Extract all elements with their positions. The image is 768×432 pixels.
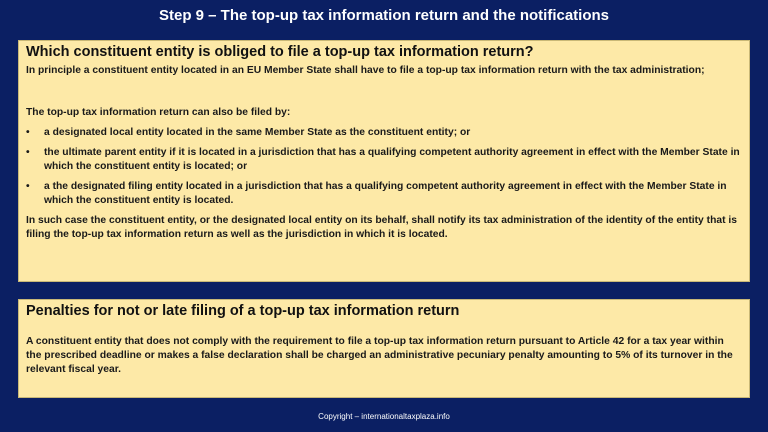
list-item bbox=[26, 126, 741, 140]
penalties-body: A constituent entity that does not comply with the requirement to file a top-up tax information return pursuant to Article 42 for a tax year within the prescribed deadline or makes a false declaration shall be charged an administrative pecuniary penalty amounting to 5% of its turnover in the relevant fiscal year. bbox=[26, 336, 733, 375]
bullet-icon: • bbox=[26, 147, 30, 158]
list-item-text: a the designated filing entity located in a jurisdiction that has a qualifying competent authority agreement in effect with the Member State in which the constituent entity is located. bbox=[44, 181, 727, 206]
obligation-section bbox=[18, 40, 750, 282]
list-item-text: the ultimate parent entity if it is located in a jurisdiction that has a qualifying competent authority agreement in effect with the Member State in which the constituent entity is located; or bbox=[44, 147, 740, 172]
obligation-intro: In principle a constituent entity located in an EU Member State shall have to file a top-up tax information return with the tax administration; bbox=[26, 65, 705, 76]
list-item bbox=[26, 146, 741, 174]
list-item bbox=[26, 180, 741, 208]
list-item-text: a designated local entity located in the same Member State as the constituent entity; or bbox=[44, 127, 471, 138]
copyright-footer: Copyright – internationaltaxplaza.info bbox=[318, 412, 450, 421]
notification-text: In such case the constituent entity, or the designated local entity on its behalf, shall notify its tax administration of the identity of the entity that is filing the top-up tax information return as well as the jurisdiction in which it is located. bbox=[26, 215, 737, 240]
filer-list bbox=[26, 126, 741, 208]
penalties-heading: Penalties for not or late filing of a top-up tax information return bbox=[26, 303, 460, 319]
spacer bbox=[26, 78, 741, 106]
penalties-section bbox=[18, 299, 750, 398]
list-intro: The top-up tax information return can also be filed by: bbox=[26, 107, 291, 118]
bullet-icon: • bbox=[26, 127, 30, 138]
slide-title: Step 9 – The top-up tax information return and the notifications bbox=[158, 7, 609, 24]
obligation-heading: Which constituent entity is obliged to file a top-up tax information return? bbox=[26, 44, 534, 60]
bullet-icon: • bbox=[26, 181, 30, 192]
